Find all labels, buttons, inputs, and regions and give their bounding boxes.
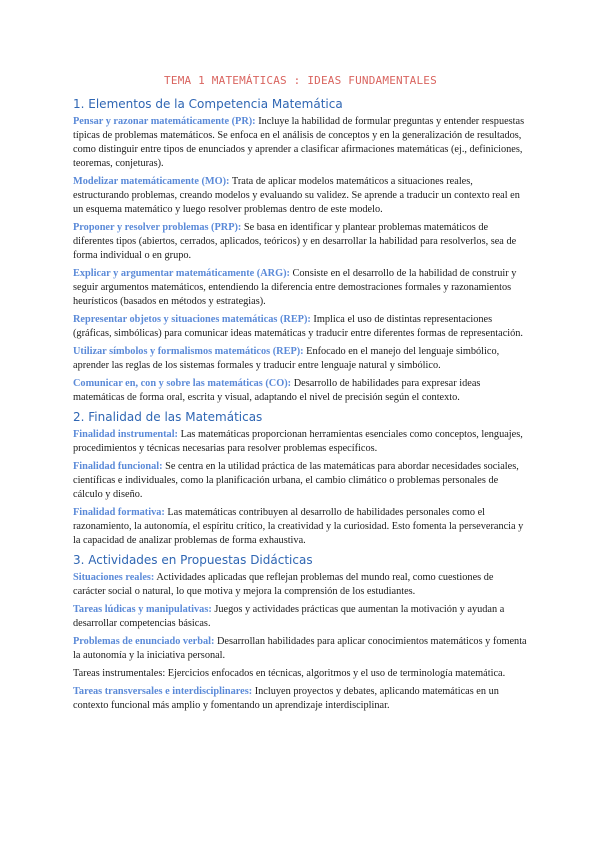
list-item xyxy=(73,635,528,663)
term-description: Las matemáticas contribuyen al desarrollo de habilidades personales como el razonamiento, la autonomía, el espíritu crítico, la creatividad y la curiosidad. Esto fomenta la perseverancia y la capacidad de analizar problemas de forma exhaustiva. xyxy=(73,507,524,546)
term-description: Actividades aplicadas que reflejan problemas del mundo real, como cuestiones de carácter social o natural, lo que motiva y mejora la comprensión de los estudiantes. xyxy=(73,572,494,597)
term-label: Problemas de enunciado verbal: xyxy=(73,636,215,647)
list-item xyxy=(73,267,528,309)
list-item xyxy=(73,460,528,502)
term-label: Finalidad funcional: xyxy=(73,461,163,472)
term-label: Situaciones reales: xyxy=(73,572,155,583)
term-description: Juegos y actividades prácticas que aumentan la motivación y ayudan a desarrollar competencias básicas. xyxy=(73,604,505,629)
section-actividades xyxy=(73,552,528,713)
term-label: Pensar y razonar matemáticamente (PR): xyxy=(73,116,256,127)
list-item xyxy=(73,571,528,599)
term-label: Comunicar en, con y sobre las matemáticas (CO): xyxy=(73,378,292,389)
term-description: Trata de aplicar modelos matemáticos a situaciones reales, estructurando problemas, creando modelos y evaluando su validez. Se aprende a traducir un contexto real en un esquema matemático y luego resolver problemas dentro de este modelo. xyxy=(73,176,520,215)
list-item xyxy=(73,313,528,341)
list-item xyxy=(73,603,528,631)
list-item xyxy=(73,428,528,456)
term-description: Desarrollo de habilidades para expresar ideas matemáticas de forma oral, escrita y visual, adaptando el nivel de precisión según el contexto. xyxy=(73,378,481,403)
section-finalidad xyxy=(73,409,528,548)
list-item xyxy=(73,685,528,713)
section-heading: 2. Finalidad de las Matemáticas xyxy=(73,410,263,424)
list-item xyxy=(73,667,528,681)
term-description: Enfocado en el manejo del lenguaje simbólico, aprender las reglas de los sistemas formales y traducir entre lenguaje natural y simbólico. xyxy=(73,346,500,371)
term-description: Se centra en la utilidad práctica de las matemáticas para abordar necesidades sociales, científicas e individuales, como la planificación urbana, el cambio climático o problemas personales de cálculo y diseño. xyxy=(73,461,519,500)
document-content xyxy=(73,72,528,717)
term-label: Modelizar matemáticamente (MO): xyxy=(73,176,230,187)
term-label: Tareas lúdicas y manipulativas: xyxy=(73,604,212,615)
term-description: Tareas instrumentales: Ejercicios enfocados en técnicas, algoritmos y el uso de terminología matemática. xyxy=(73,668,506,679)
term-description: Desarrollan habilidades para aplicar conocimientos matemáticos y fomenta la autonomía y la iniciativa personal. xyxy=(73,636,527,661)
term-label: Explicar y argumentar matemáticamente (ARG): xyxy=(73,268,290,279)
list-item xyxy=(73,506,528,548)
term-label: Representar objetos y situaciones matemáticas (REP): xyxy=(73,314,311,325)
list-item xyxy=(73,175,528,217)
term-label: Finalidad instrumental: xyxy=(73,429,178,440)
term-label: Utilizar símbolos y formalismos matemáticos (REP): xyxy=(73,346,304,357)
section-heading: 1. Elementos de la Competencia Matemática xyxy=(73,97,343,111)
list-item xyxy=(73,345,528,373)
section-heading: 3. Actividades en Propuestas Didácticas xyxy=(73,553,313,567)
term-description: Implica el uso de distintas representaciones (gráficas, simbólicas) para comunicar ideas matemáticas y traducir entre diferentes formas de representación. xyxy=(73,314,523,339)
term-label: Tareas transversales e interdisciplinares: xyxy=(73,686,253,697)
term-label: Finalidad formativa: xyxy=(73,507,165,518)
term-description: Incluyen proyectos y debates, aplicando matemáticas en un contexto funcional más amplio y fomentando un aprendizaje interdisciplinar. xyxy=(73,686,499,711)
list-item xyxy=(73,115,528,171)
term-label: Proponer y resolver problemas (PRP): xyxy=(73,222,242,233)
document-title: TEMA 1 MATEMÁTICAS : IDEAS FUNDAMENTALES xyxy=(164,74,437,87)
term-description: Se basa en identificar y plantear problemas matemáticos de diferentes tipos (abiertos, cerrados, aplicados, teóricos) y en desarrollar la habilidad para resolverlos, sea de forma individual o en grupo. xyxy=(73,222,517,261)
term-description: Incluye la habilidad de formular preguntas y entender respuestas típicas de problemas matemáticos. Se enfoca en el análisis de conceptos y en la generalización de resultados, como distinguir entre tipos de enunciados y aprender a clasificar afirmaciones matemáticas (ej., definiciones, teoremas, conjeturas). xyxy=(73,116,525,169)
section-competencia xyxy=(73,96,528,405)
list-item xyxy=(73,221,528,263)
list-item xyxy=(73,377,528,405)
term-description: Las matemáticas proporcionan herramientas esenciales como conceptos, lenguajes, procedimientos y técnicas necesarias para resolver problemas específicos. xyxy=(73,429,523,454)
term-description: Consiste en el desarrollo de la habilidad de construir y seguir argumentos matemáticos, entendiendo la diferencia entre demostraciones formales y razonamientos heurísticos (basados en métodos y estrategias). xyxy=(73,268,517,307)
